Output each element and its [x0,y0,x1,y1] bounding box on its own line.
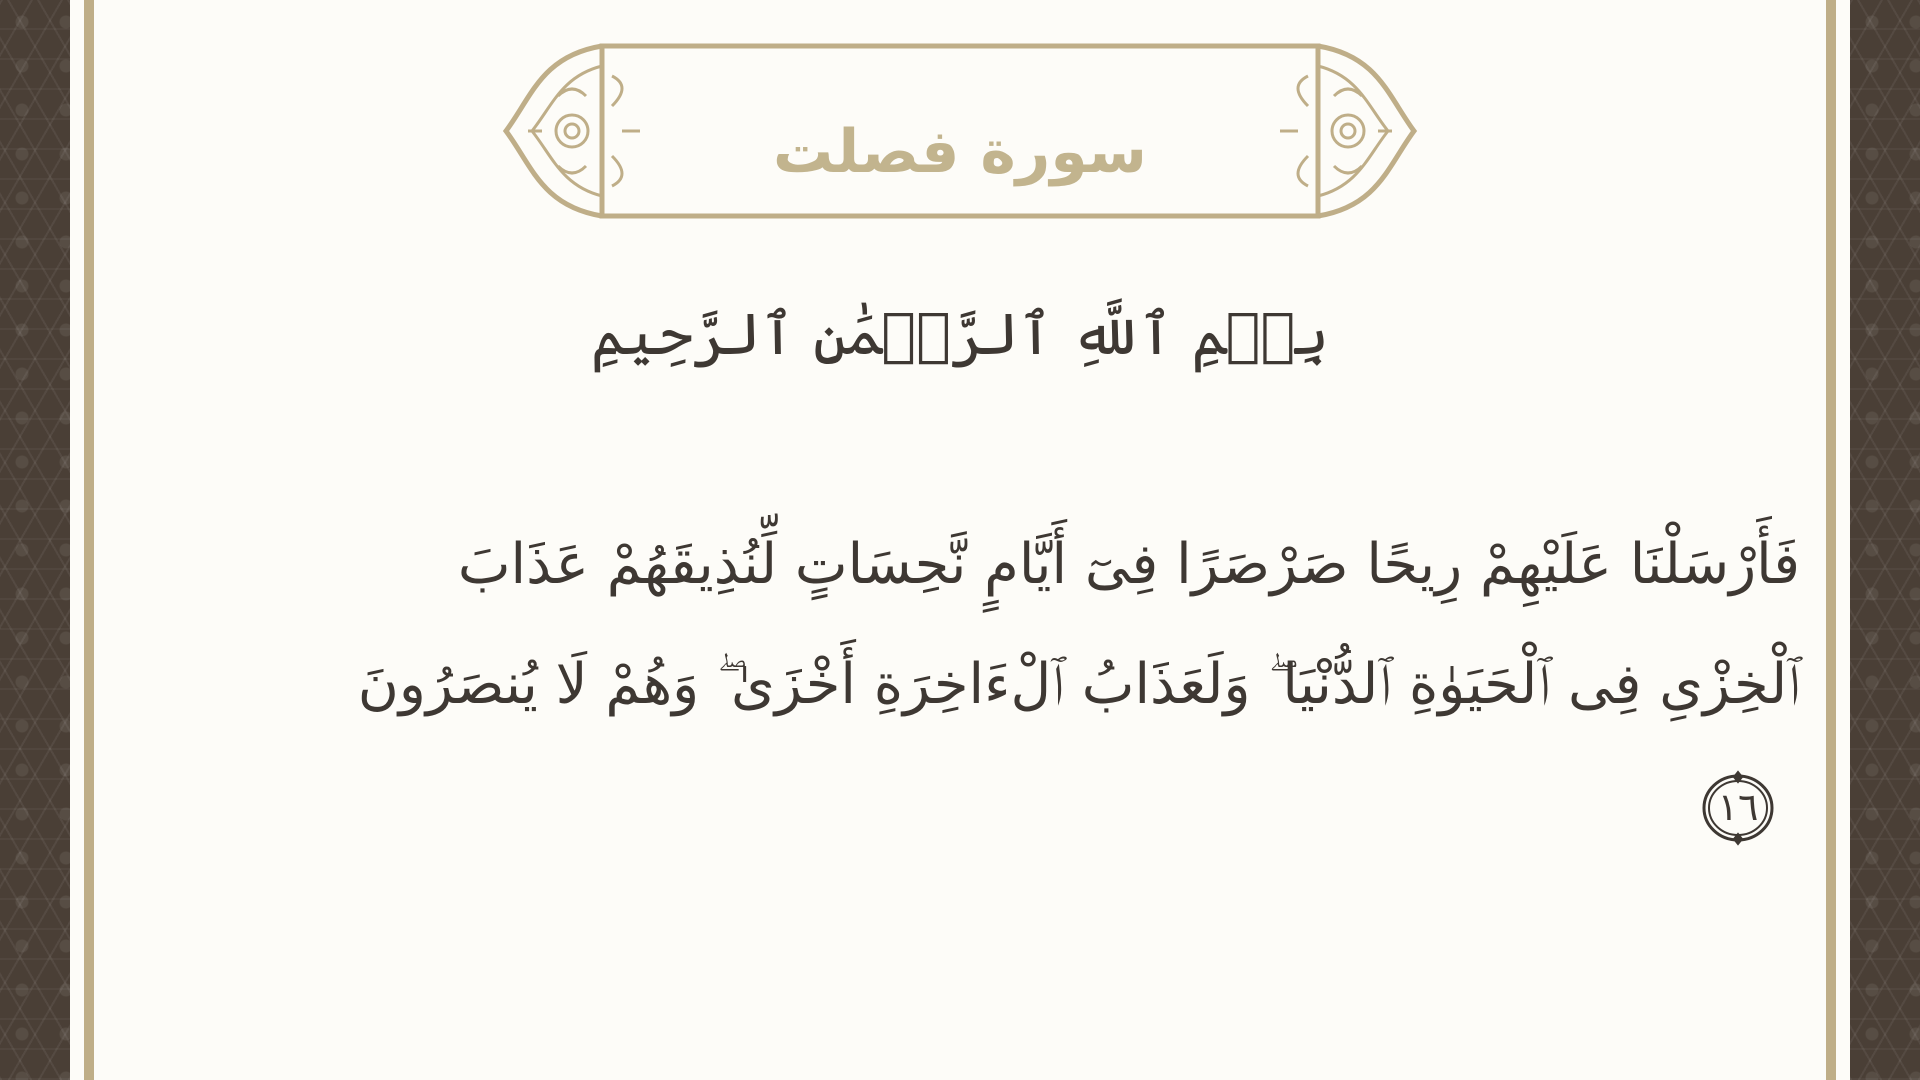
ayah-number: ١٦ [1717,784,1759,829]
verse [300,505,1800,865]
right-gold-rule [1826,0,1836,1080]
surah-title: سورة فصلت [773,117,1147,187]
verse-text: فَأَرْسَلْنَا عَلَيْهِمْ رِيحًا صَرْصَرًا فِىٓ أَيَّامٍ نَّحِسَاتٍ لِّنُذِيقَهُمْ عَذَابَ ٱلْخِزْىِ فِى ٱلْحَيَوٰةِ ٱلدُّنْيَا ۖ وَلَعَذَابُ ٱلْءَاخِرَةِ أَخْزَىٰ ۖ وَهُمْ لَا يُنصَرُونَ [357,532,1800,717]
basmala: بِسۡمِ ٱللَّهِ ٱلرَّحۡمَٰنِ ٱلرَّحِيمِ [590,300,1330,368]
left-gold-rule [84,0,94,1080]
right-ornamental-border [1850,0,1920,1080]
ayah-marker [1700,770,1776,846]
surah-header [502,36,1418,226]
left-ornamental-border [0,0,70,1080]
